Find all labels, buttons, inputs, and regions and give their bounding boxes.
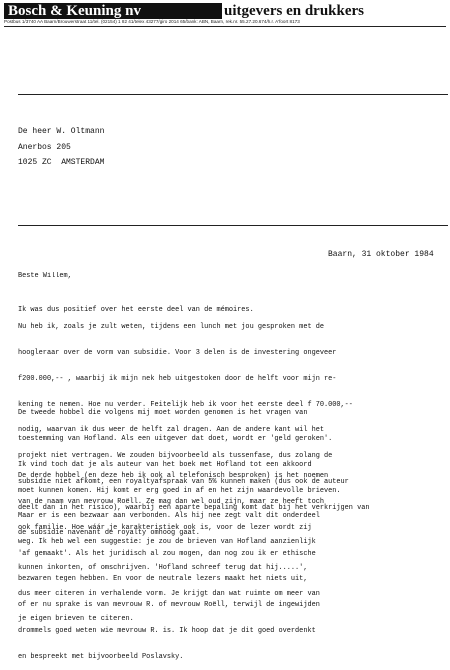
paragraph-line: ook familie. Hoe wáár je karakteristiek ook is, voor de lezer wordt zij xyxy=(18,523,312,532)
paragraph-line: subsidie niet afkomt, een royaltyafspraak van 5% kunnen maken (dus ook de auteur xyxy=(18,477,349,486)
paragraph-line: van de naam van mevrouw Roëll. Ze mag dan wel oud zijn, maar ze heeft toch xyxy=(18,497,324,506)
address-top-rule xyxy=(18,94,448,95)
paragraph-line: toestemming van Hofland. Als een uitgever dat doet, wordt er 'geld geroken'. xyxy=(18,434,333,443)
company-tagline: uitgevers en drukkers xyxy=(224,3,364,19)
letterhead-rule xyxy=(4,26,446,27)
company-name: Bosch & Keuning nv xyxy=(4,3,222,19)
recipient-city: 1025 ZC AMSTERDAM xyxy=(18,158,105,167)
recipient-street: Anerbos 205 xyxy=(18,143,71,152)
paragraph-line: kening te nemen. Hoe nu verder. Feitelijk heb ik voor het eerste deel f 70.000,-- xyxy=(18,400,353,409)
paragraph-line: De tweede hobbel die volgens mij moet worden genomen is het vragen van xyxy=(18,409,308,418)
paragraph-line: weg. Ik heb wel een suggestie: je zou de brieven van Hofland aanzienlijk xyxy=(18,538,316,547)
paragraph-line: en bespreekt met bijvoorbeeld Poslavsky. xyxy=(18,652,184,661)
paragraph-line: De derde hobbel (en deze heb ik ook al telefonisch besproken) is het noemen xyxy=(18,472,329,481)
paragraph-line: Maar er is een bezwaar aan verbonden. Als hij nee zegt valt dit onderdeel xyxy=(18,512,320,521)
paragraph-line: je eigen brieven te citeren. xyxy=(18,615,134,624)
salutation: Beste Willem, xyxy=(18,272,72,280)
paragraph-line: bezwaren tegen hebben. En voor de neutrale lezers maakt het niets uit, xyxy=(18,575,308,584)
company-contact-line: Postbus 1/3740 AA Baarn/Brouwerstraat 11/tel. (02154) 1 82 41/telex 43277/giro 2014 65/bank: ABN, Baarn, rek.nr. 55.27.20.674/h.r. A'foort 8173 xyxy=(4,19,300,24)
paragraph-line: projekt niet vertragen. We zouden bijvoorbeeld als tussenfase, dus zolang de xyxy=(18,452,333,461)
letterhead xyxy=(0,0,450,26)
recipient-name: De heer W. Oltmann xyxy=(18,127,105,136)
paragraph-line: de subsidie navenant de royalty omhoog gaat. xyxy=(18,529,200,538)
paragraph-line: f200.000,-- , waarbij ik mijn nek heb uitgestoken door de helft voor mijn re- xyxy=(18,374,337,383)
paragraph-line: Ik vind toch dat je als auteur van het boek met Hofland tot een akkoord xyxy=(18,460,312,469)
paragraph-line: deelt dan in het risico), waarbij een aparte bepaling komt dat bij het verkrijgen van xyxy=(18,503,370,512)
paragraph-line: dus meer citeren in verhalende vorm. Je krijgt dan wat ruimte om meer van xyxy=(18,589,320,598)
address-bottom-rule xyxy=(18,225,448,226)
paragraph-line: kunnen inkorten, of omschrijven. 'Hofland schreef terug dat hij.....', xyxy=(18,563,308,572)
paragraph-line: nodig, waarvan ik dus weer de helft zal dragen. Aan de andere kant wil het xyxy=(18,426,324,435)
paragraph-line: 'af gemaakt'. Als het juridisch al zou mogen, dan nog zou ik er ethische xyxy=(18,549,316,558)
paragraph-line: hoogleraar over de vorm van subsidie. Voor 3 delen is de investering ongeveer xyxy=(18,348,337,357)
paragraph-line: Nu heb ik, zoals je zult weten, tijdens een lunch met jou gesproken met de xyxy=(18,323,324,332)
paragraph-line: Ik was dus positief over het eerste deel van de mémoires. xyxy=(18,306,254,315)
letter-date: Baarn, 31 oktober 1984 xyxy=(328,250,434,259)
paragraph-line: moet kunnen komen. Hij komt er erg goed in af en het zijn waardevolle brieven. xyxy=(18,486,341,495)
paragraph-4 xyxy=(18,455,448,670)
paragraph-line: of er nu sprake is van mevrouw R. of mevrouw Roëll, terwijl de ingewijden xyxy=(18,601,320,610)
paragraph-line: drommels goed weten wie mevrouw R. is. Ik hoop dat je dit goed overdenkt xyxy=(18,626,316,635)
